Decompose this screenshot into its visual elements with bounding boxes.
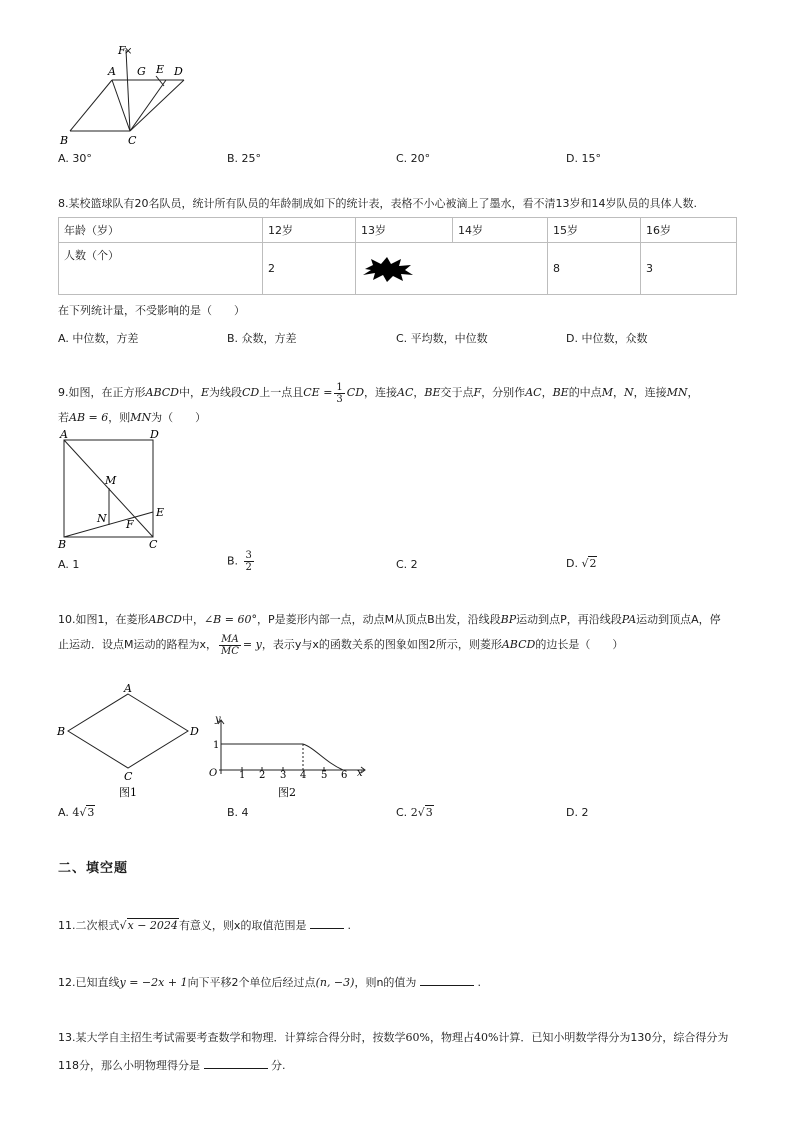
q8-stem: 8.某校篮球队有20名队员，统计所有队员的年龄制成如下的统计表，表格不小心被滴上了墨水，看不清13岁和14岁队员的具体人数. — [58, 197, 697, 210]
section-title: 二、填空题 — [58, 861, 129, 876]
q9-label-d: D — [150, 428, 159, 441]
q10-fig2-label-one: 1 — [213, 740, 220, 751]
q10-fig1-caption: 图1 — [119, 786, 137, 799]
table-row — [59, 218, 737, 243]
table-cell: 14岁 — [453, 218, 548, 243]
table-cell: 8 — [548, 243, 641, 295]
q10-fig2-tick-3: 3 — [280, 770, 287, 781]
q10-fig2-label-y: y — [215, 714, 221, 725]
q7-label-c: C — [128, 134, 137, 147]
q13-stem-line2: 118分，那么小明物理得分是 分. — [58, 1059, 286, 1072]
q10-fig1-label-d: D — [190, 725, 199, 738]
table-cell: 16岁 — [641, 218, 737, 243]
q8-option-b: B. 众数，方差 — [227, 332, 297, 345]
q8-option-a: A. 中位数，方差 — [58, 332, 139, 345]
q9-stem-line2: 若AB = 6，则MN为（ ） — [58, 411, 207, 424]
q9-option-c: C. 2 — [396, 558, 418, 571]
q9-label-f: F — [126, 518, 134, 531]
q10-figure1 — [56, 682, 204, 802]
q10-fig2-label-x: x — [357, 768, 363, 779]
q10-fig2-tick-4: 4 — [300, 770, 307, 781]
q7-label-d: D — [174, 65, 183, 78]
q10-option-b: B. 4 — [227, 806, 249, 819]
table-cell: 年龄（岁） — [59, 218, 263, 243]
q10-option-d: D. 2 — [566, 806, 589, 819]
q10-fig1-label-a: A — [124, 682, 132, 695]
q9-option-b: B. $\frac{3}{2}$ — [227, 550, 252, 573]
q10-fig2-tick-1: 1 — [239, 770, 246, 781]
q7-option-c: C. 20° — [396, 152, 431, 165]
q10-fig2-tick-5: 5 — [321, 770, 328, 781]
q9-option-a: A. 1 — [58, 558, 80, 571]
q10-option-a: A. 4√3 — [58, 806, 95, 819]
table-row — [59, 243, 737, 295]
answer-blank[interactable] — [420, 975, 474, 986]
q7-label-a: A — [108, 65, 116, 78]
q9-label-a: A — [60, 428, 68, 441]
q9-label-m: M — [105, 474, 117, 487]
table-cell: 15岁 — [548, 218, 641, 243]
q7-option-d: D. 15° — [566, 152, 601, 165]
table-cell: 人数（个） — [59, 243, 263, 295]
q9-stem-line1: 9.如图，在正方形ABCD中，E为线段CD上一点且CE = $\frac{1}{3}$ CD，连接AC，BE交于点F，分别作AC，BE的中点M，N，连接MN， — [58, 381, 699, 405]
q10-stem-line1: 10.如图1，在菱形ABCD中，∠B = 60°，P是菱形内部一点，动点M从顶点B出发，沿线段BP运动到点P，再沿线段PA运动到顶点A，停 — [58, 613, 721, 626]
svg-text:×: × — [124, 46, 133, 57]
q8-stat-table — [58, 217, 737, 295]
table-cell: 13岁 — [356, 218, 453, 243]
table-cell: 12岁 — [263, 218, 356, 243]
q7-option-a: A. 30° — [58, 152, 92, 165]
ink-blot-icon — [361, 255, 421, 283]
q13-stem-line1: 13.某大学自主招生考试需要考查数学和物理．计算综合得分时，按数学60%，物理占40%计算．已知小明数学得分为130分，综合得分为 — [58, 1031, 729, 1044]
q10-fig2-tick-6: 6 — [341, 770, 348, 781]
q9-label-e: E — [156, 506, 165, 519]
q8-option-d: D. 中位数，众数 — [566, 332, 648, 345]
ink-blot-cell — [356, 243, 548, 295]
q7-label-b: B — [60, 134, 69, 147]
q10-fig1-label-b: B — [57, 725, 66, 738]
q9-label-n: N — [97, 512, 107, 525]
q9-label-b: B — [58, 538, 67, 551]
q10-stem-line2: 止运动．设点M运动的路程为x， $\frac{MA}{MC}$ = y，表示y与x的函数关系的图象如图2所示，则菱形ABCD的边长是（ ） — [58, 633, 624, 657]
q10-fig1-label-c: C — [124, 770, 133, 783]
q7-figure — [56, 42, 196, 150]
table-cell: 3 — [641, 243, 737, 295]
q10-figure2 — [203, 712, 373, 804]
q9-label-c: C — [149, 538, 158, 551]
q11-stem: 11.二次根式√x − 2024有意义，则x的取值范围是 . — [58, 919, 351, 932]
answer-blank[interactable] — [204, 1058, 268, 1069]
table-cell: 2 — [263, 243, 356, 295]
q7-option-b: B. 25° — [227, 152, 262, 165]
q9-figure — [56, 428, 176, 552]
q8-question: 在下列统计量，不受影响的是（ ） — [58, 304, 245, 317]
q12-stem: 12.已知直线y = −2x + 1向下平移2个单位后经过点(n, −3)，则n的值为 . — [58, 976, 481, 989]
q10-option-c: C. 2√3 — [396, 806, 433, 819]
q10-fig2-tick-2: 2 — [259, 770, 266, 781]
q7-label-f: F — [118, 44, 126, 57]
q10-fig2-label-o: O — [209, 768, 218, 779]
q7-label-g: G — [137, 65, 146, 78]
q9-option-d: D. √2 — [566, 557, 597, 570]
answer-blank[interactable] — [310, 918, 344, 929]
q8-option-c: C. 平均数，中位数 — [396, 332, 488, 345]
q10-fig2-caption: 图2 — [278, 786, 296, 799]
q7-label-e: E — [156, 63, 165, 76]
